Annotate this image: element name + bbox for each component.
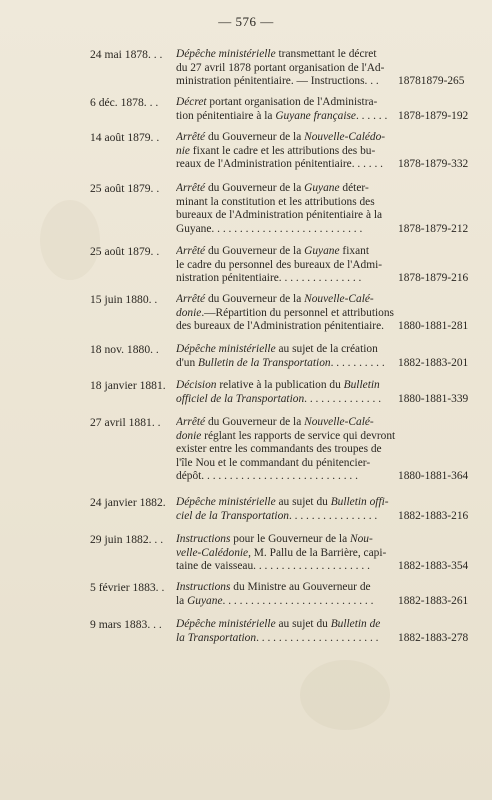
text: au sujet du bbox=[275, 618, 331, 630]
description-line bbox=[176, 547, 398, 561]
text: bureaux de l'Administration pénitentiaire à la bbox=[176, 209, 383, 221]
text: nistration pénitentiaire. . . . . . . . . . . . . . . bbox=[176, 272, 362, 284]
entry-description bbox=[176, 416, 398, 484]
italic-text: la Transportation bbox=[176, 631, 257, 644]
italic-text: Nou- bbox=[350, 533, 373, 545]
description-line bbox=[176, 379, 398, 393]
text: fixant bbox=[339, 245, 369, 257]
paper-stain bbox=[300, 660, 390, 730]
description-line bbox=[176, 182, 398, 196]
text: tion pénitentiaire à la bbox=[176, 109, 276, 122]
italic-text: ciel de la Transportation bbox=[176, 509, 289, 522]
text: .—Répartition du personnel et attributions bbox=[201, 306, 394, 319]
italic-text: Guyane française bbox=[275, 109, 356, 122]
description-line bbox=[176, 245, 398, 259]
entry-reference: 1878-1879-332 bbox=[398, 158, 469, 170]
italic-text: nie bbox=[176, 144, 190, 157]
entry-reference: 1880-1881-364 bbox=[398, 470, 469, 482]
entry-date: 24 janvier 1882. bbox=[90, 496, 166, 509]
text: la bbox=[176, 594, 188, 607]
text: du Gouverneur de la bbox=[205, 416, 305, 428]
description-line bbox=[176, 48, 398, 62]
description-line bbox=[176, 223, 398, 237]
text: fixant le cadre et les attributions des bu- bbox=[189, 144, 376, 157]
italic-text: Dépêche ministérielle bbox=[176, 343, 276, 355]
italic-text: Dépêche ministérielle bbox=[176, 618, 276, 630]
description-line bbox=[176, 560, 398, 574]
italic-text: velle-Calédonie bbox=[176, 546, 249, 559]
italic-text: Instructions bbox=[176, 533, 231, 545]
italic-text: Nouvelle-Calédo- bbox=[304, 131, 386, 143]
entry-description bbox=[176, 182, 398, 236]
italic-text: Guyane bbox=[304, 182, 340, 194]
text: ministration pénitentiaire. — Instructions. . . bbox=[176, 75, 379, 87]
entry-date: 15 juin 1880. . bbox=[90, 293, 158, 306]
entry-date: 25 août 1879. . bbox=[90, 245, 160, 258]
description-line bbox=[176, 62, 398, 76]
entry-reference: 1880-1881-281 bbox=[398, 320, 469, 332]
entry-reference: 1878-1879-192 bbox=[398, 109, 469, 122]
description-line bbox=[176, 457, 398, 471]
description-line bbox=[176, 75, 398, 89]
entry-description bbox=[176, 581, 398, 608]
text: d'un bbox=[176, 356, 198, 369]
text: . . . . . . . . . . bbox=[330, 356, 385, 369]
text: reaux de l'Administration pénitentiaire. . . . . . bbox=[176, 158, 384, 170]
paper-stain bbox=[40, 200, 100, 280]
italic-text: Arrêté bbox=[176, 182, 206, 194]
text: Guyane. . . . . . . . . . . . . . . . . . . . . . . . . . . bbox=[176, 222, 363, 235]
entry-date: 24 mai 1878. . . bbox=[90, 48, 163, 61]
text: , M. Pallu de la Barrière, capi- bbox=[248, 546, 387, 559]
entry-date: 5 février 1883. . bbox=[90, 581, 165, 594]
description-line bbox=[176, 110, 398, 124]
text: taine de vaisseau. . . . . . . . . . . . . . . . . . . . . bbox=[176, 560, 370, 572]
entry-description bbox=[176, 96, 398, 123]
entry-description bbox=[176, 131, 398, 172]
page-number: — 576 — bbox=[218, 14, 274, 29]
entry-date: 9 mars 1883. . . bbox=[90, 618, 162, 631]
text: . . . . . . . . . . . . . . . . . . . . . . . . . . . bbox=[222, 594, 374, 607]
description-line bbox=[176, 618, 398, 632]
description-line bbox=[176, 293, 398, 307]
description-line bbox=[176, 96, 398, 110]
italic-text: Arrêté bbox=[176, 293, 206, 305]
italic-text: Arrêté bbox=[176, 245, 206, 257]
entry-description bbox=[176, 343, 398, 370]
description-line bbox=[176, 443, 398, 457]
entry-description bbox=[176, 48, 398, 89]
description-line bbox=[176, 581, 398, 595]
description-line bbox=[176, 343, 398, 357]
entry-reference: 18781879-265 bbox=[398, 75, 465, 87]
text: portant organisation de l'Administra- bbox=[206, 96, 378, 108]
italic-text: Bulletin offi- bbox=[330, 496, 389, 508]
entry-date: 14 août 1879. . bbox=[90, 131, 160, 144]
text: du Gouverneur de la bbox=[205, 131, 305, 143]
text: . . . . . . . . . . . . . . . . bbox=[288, 509, 378, 522]
entry-reference: 1882-1883-201 bbox=[398, 356, 469, 369]
entry-description bbox=[176, 533, 398, 574]
entry-date: 18 janvier 1881. bbox=[90, 379, 166, 392]
text: l'île Nou et le commandant du pénitencier- bbox=[176, 456, 371, 469]
description-line bbox=[176, 158, 398, 172]
text: déter- bbox=[339, 182, 369, 194]
entry-date: 18 nov. 1880. . bbox=[90, 343, 159, 356]
text: . . . . . . bbox=[355, 109, 388, 122]
text: du Gouverneur de la bbox=[205, 293, 305, 305]
entry-reference: 1878-1879-212 bbox=[398, 222, 469, 235]
italic-text: officiel de la Transportation bbox=[176, 392, 305, 405]
entry-reference: 1882-1883-261 bbox=[398, 594, 469, 607]
italic-text: Guyane bbox=[304, 245, 340, 257]
description-line bbox=[176, 307, 398, 321]
entry-description bbox=[176, 293, 398, 334]
italic-text: Décision bbox=[176, 379, 217, 391]
entry-date: 6 déc. 1878. . . bbox=[90, 96, 159, 109]
entry-reference: 1882-1883-354 bbox=[398, 560, 469, 572]
italic-text: Décret bbox=[176, 96, 207, 108]
description-line bbox=[176, 393, 398, 407]
entry-reference: 1880-1881-339 bbox=[398, 392, 469, 405]
italic-text: Nouvelle-Calé- bbox=[304, 293, 374, 305]
entry-date: 29 juin 1882. . . bbox=[90, 533, 164, 546]
text: relative à la publication du bbox=[216, 379, 344, 391]
entry-reference: 1878-1879-216 bbox=[398, 272, 469, 284]
text: . . . . . . . . . . . . . . . . . . . . . . bbox=[256, 631, 379, 644]
description-line bbox=[176, 357, 398, 371]
italic-text: Arrêté bbox=[176, 416, 206, 428]
italic-text: Bulletin de la Transportation bbox=[198, 356, 331, 369]
text: au sujet du bbox=[275, 496, 331, 508]
description-line bbox=[176, 470, 398, 484]
entry-reference: 1882-1883-216 bbox=[398, 509, 469, 522]
entry-description bbox=[176, 379, 398, 406]
text: le cadre du personnel des bureaux de l'Admi- bbox=[176, 258, 383, 271]
text: exister entre les commandants des troupes de bbox=[176, 443, 382, 455]
text: pour le Gouverneur de la bbox=[230, 533, 350, 545]
italic-text: Bulletin de bbox=[330, 618, 381, 630]
description-line bbox=[176, 496, 398, 510]
text: réglant les rapports de service qui devront bbox=[201, 429, 396, 442]
entry-description bbox=[176, 245, 398, 286]
italic-text: Bulletin bbox=[343, 379, 380, 391]
italic-text: Dépêche ministérielle bbox=[176, 496, 276, 508]
text: transmettant le décret bbox=[275, 48, 377, 60]
description-line bbox=[176, 632, 398, 646]
description-line bbox=[176, 259, 398, 273]
text: du Gouverneur de la bbox=[205, 245, 305, 257]
description-line bbox=[176, 430, 398, 444]
entry-date: 27 avril 1881. . bbox=[90, 416, 161, 429]
text: du Ministre au Gouverneur de bbox=[230, 581, 371, 593]
italic-text: Guyane bbox=[187, 594, 223, 607]
italic-text: Nouvelle-Calé- bbox=[304, 416, 374, 428]
description-line bbox=[176, 533, 398, 547]
description-line bbox=[176, 131, 398, 145]
entry-description bbox=[176, 496, 398, 523]
text: dépôt. . . . . . . . . . . . . . . . . . . . . . . . . . . . bbox=[176, 470, 358, 482]
entry-date: 25 août 1879. . bbox=[90, 182, 160, 195]
italic-text: Arrêté bbox=[176, 131, 206, 143]
entry-description bbox=[176, 618, 398, 645]
description-line bbox=[176, 209, 398, 223]
description-line bbox=[176, 272, 398, 286]
italic-text: Dépêche ministérielle bbox=[176, 48, 276, 60]
italic-text: Instructions bbox=[176, 581, 231, 593]
text: . . . . . . . . . . . . . . bbox=[304, 392, 382, 405]
text: au sujet de la création bbox=[275, 343, 378, 355]
description-line bbox=[176, 145, 398, 159]
italic-text: donie bbox=[176, 429, 202, 442]
description-line bbox=[176, 196, 398, 210]
description-line bbox=[176, 595, 398, 609]
text: du 27 avril 1878 portant organisation de l'Ad- bbox=[176, 61, 385, 74]
description-line bbox=[176, 510, 398, 524]
text: du Gouverneur de la bbox=[205, 182, 305, 194]
text: minant la constitution et les attributions des bbox=[176, 195, 375, 208]
description-line bbox=[176, 416, 398, 430]
text: des bureaux de l'Administration pénitentiaire. bbox=[176, 320, 384, 332]
italic-text: donie bbox=[176, 306, 202, 319]
description-line bbox=[176, 320, 398, 334]
entry-reference: 1882-1883-278 bbox=[398, 631, 469, 644]
